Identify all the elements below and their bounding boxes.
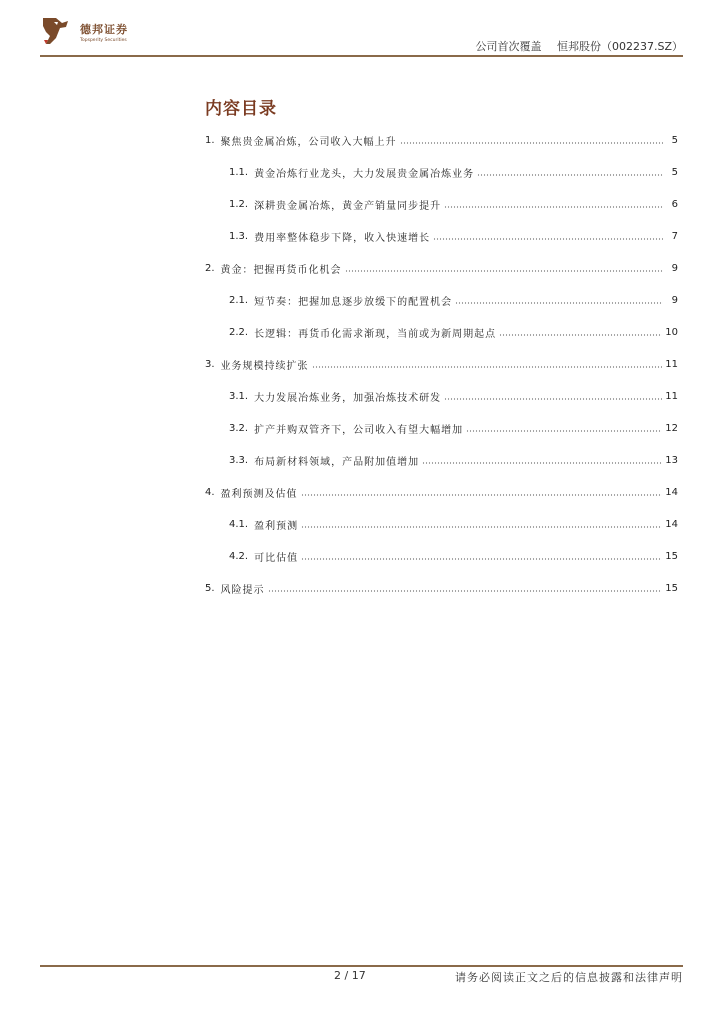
toc-dot-leader (499, 334, 662, 336)
toc-entry-label: 业务规模持续扩张 (220, 360, 309, 372)
toc-entry[interactable] (205, 220, 678, 252)
toc-dot-leader (422, 462, 662, 464)
toc-entry-page: 5 (671, 166, 678, 178)
toc-entry[interactable] (205, 316, 678, 348)
toc-entry-page: 10 (665, 326, 678, 338)
toc-entry-label: 风险提示 (220, 584, 265, 596)
toc-entry-label: 黄金：把握再货币化机会 (220, 264, 342, 276)
toc-entry-page: 13 (665, 454, 678, 466)
company-logo (40, 14, 150, 54)
toc-entry[interactable] (205, 348, 678, 380)
toc-entry-label: 费用率整体稳步下降，收入快速增长 (254, 232, 431, 244)
toc-entry[interactable] (205, 444, 678, 476)
toc-entry-number: 5. (205, 582, 215, 594)
toc-entry[interactable] (205, 380, 678, 412)
toc-entry-number: 2.2. (229, 326, 249, 338)
toc-entry-number: 3.3. (229, 454, 249, 466)
toc-entry-page: 14 (665, 486, 678, 498)
toc-entry-number: 1.2. (229, 198, 249, 210)
toc-dot-leader (466, 430, 662, 432)
toc-entry-page: 11 (665, 358, 678, 370)
toc-dot-leader (444, 206, 663, 208)
toc-entry-label: 长逻辑：再货币化需求渐现，当前或为新周期起点 (254, 328, 497, 340)
table-of-contents (205, 124, 678, 604)
toc-dot-leader (433, 238, 663, 240)
toc-dot-leader (345, 270, 663, 272)
logo-name: 德邦证券 (80, 23, 128, 36)
toc-dot-leader (455, 302, 663, 304)
report-header (475, 38, 683, 54)
toc-entry[interactable] (205, 508, 678, 540)
horse-head-logo-icon (40, 14, 74, 46)
toc-dot-leader (444, 398, 662, 400)
toc-entry-number: 2.1. (229, 294, 249, 306)
toc-entry-page: 7 (671, 230, 678, 242)
toc-entry-label: 扩产并购双管齐下，公司收入有望大幅增加 (254, 424, 464, 436)
toc-entry-number: 3.1. (229, 390, 249, 402)
toc-entry-page: 11 (665, 390, 678, 402)
toc-title: 内容目录 (205, 99, 277, 119)
toc-entry-page: 9 (671, 262, 678, 274)
toc-entry-label: 黄金冶炼行业龙头，大力发展贵金属冶炼业务 (254, 168, 475, 180)
report-type: 公司首次覆盖 (475, 40, 542, 53)
toc-dot-leader (312, 366, 663, 368)
toc-entry-number: 2. (205, 262, 215, 274)
toc-entry-number: 1. (205, 134, 215, 146)
legal-disclaimer: 请务必阅读正文之后的信息披露和法律声明 (455, 971, 683, 984)
toc-entry-page: 15 (665, 550, 678, 562)
toc-entry-page: 9 (671, 294, 678, 306)
toc-entry-label: 短节奏：把握加息逐步放缓下的配置机会 (254, 296, 453, 308)
toc-entry-number: 4.2. (229, 550, 249, 562)
toc-entry[interactable] (205, 124, 678, 156)
toc-entry-label: 盈利预测及估值 (220, 488, 298, 500)
toc-entry[interactable] (205, 284, 678, 316)
toc-dot-leader (301, 558, 662, 560)
toc-entry-page: 6 (671, 198, 678, 210)
toc-entry[interactable] (205, 540, 678, 572)
toc-entry-number: 4. (205, 486, 215, 498)
toc-entry-page: 15 (665, 582, 678, 594)
toc-entry-label: 大力发展冶炼业务，加强冶炼技术研发 (254, 392, 442, 404)
toc-entry-page: 14 (665, 518, 678, 530)
toc-entry[interactable] (205, 252, 678, 284)
toc-entry[interactable] (205, 476, 678, 508)
toc-entry-number: 3. (205, 358, 215, 370)
toc-entry-number: 1.3. (229, 230, 249, 242)
toc-dot-leader (400, 142, 663, 144)
page-number: 2 / 17 (334, 969, 366, 982)
toc-dot-leader (268, 590, 663, 592)
toc-entry-label: 聚焦贵金属冶炼，公司收入大幅上升 (220, 136, 397, 148)
company-ticker: 恒邦股份（002237.SZ） (556, 40, 683, 53)
toc-entry-label: 深耕贵金属冶炼，黄金产销量同步提升 (254, 200, 442, 212)
toc-entry-page: 5 (671, 134, 678, 146)
logo-subtitle: Topsperity Securities (80, 38, 127, 43)
header-divider (40, 55, 683, 57)
toc-entry-number: 3.2. (229, 422, 249, 434)
toc-dot-leader (301, 526, 662, 528)
toc-entry-number: 4.1. (229, 518, 249, 530)
toc-entry[interactable] (205, 572, 678, 604)
toc-entry-label: 布局新材料领域，产品附加值增加 (254, 456, 420, 468)
toc-entry[interactable] (205, 156, 678, 188)
toc-entry-label: 盈利预测 (254, 520, 299, 532)
footer-divider (40, 965, 683, 967)
toc-entry[interactable] (205, 412, 678, 444)
toc-entry-label: 可比估值 (254, 552, 299, 564)
toc-entry-page: 12 (665, 422, 678, 434)
toc-dot-leader (301, 494, 663, 496)
toc-dot-leader (477, 174, 663, 176)
toc-entry-number: 1.1. (229, 166, 249, 178)
toc-entry[interactable] (205, 188, 678, 220)
